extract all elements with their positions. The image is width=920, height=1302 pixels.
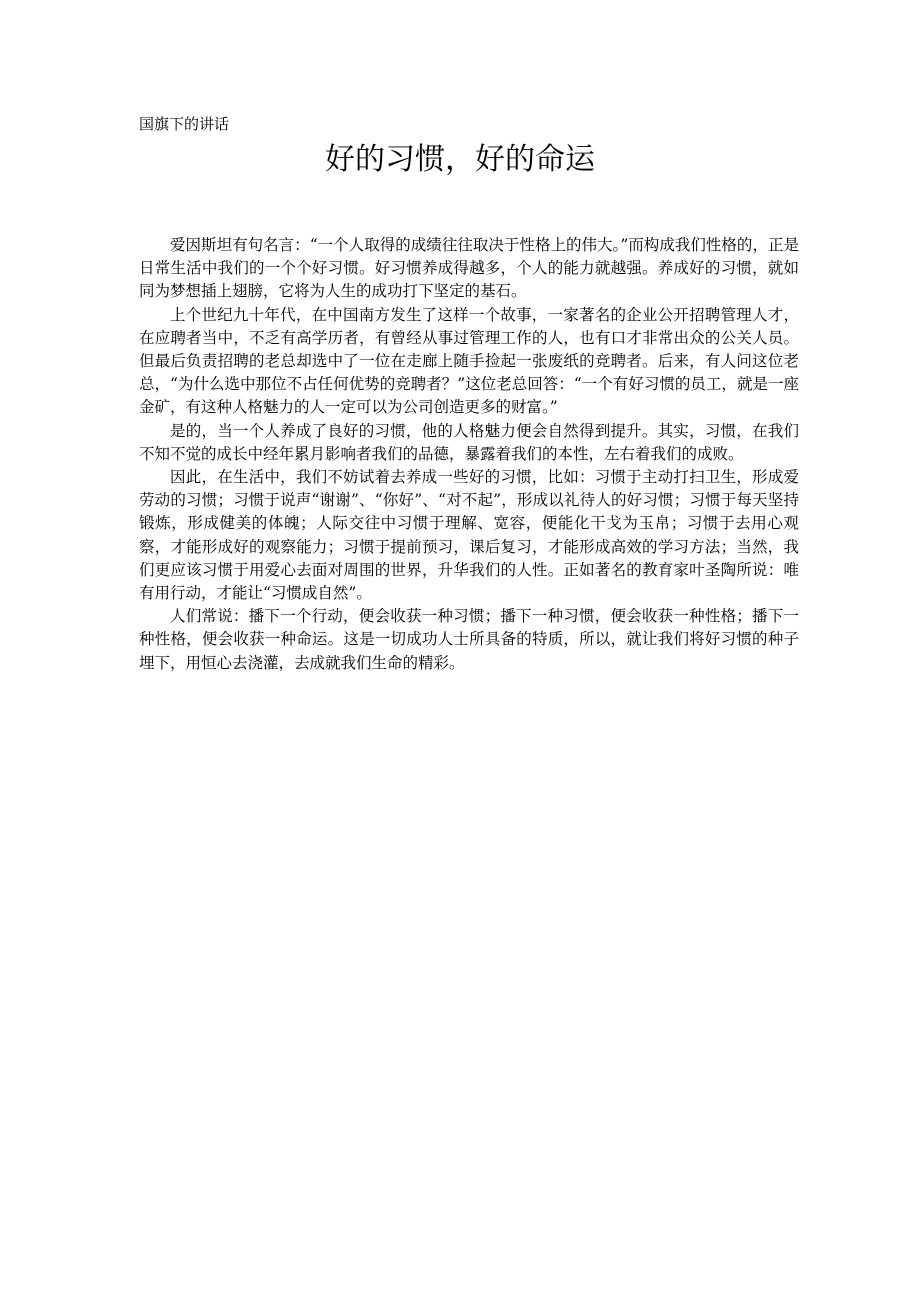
header-label: 国旗下的讲话: [139, 115, 230, 133]
paragraph-1: 爱因斯坦有句名言：“一个人取得的成绩往往取决于性格上的伟大。”而构成我们性格的，正是日常生活中我们的一个个好习惯。好习惯养成得越多，个人的能力就越强。养成好的习惯，就如同为梦想插上翅膀，它将为人生的成功打下坚定的基石。: [139, 236, 799, 301]
paragraph-4: 因此，在生活中，我们不妨试着去养成一些好的习惯，比如：习惯于主动打扫卫生，形成爱劳动的习惯；习惯于说声“谢谢”、“你好”、“对不起”，形成以礼待人的好习惯；习惯于每天坚持锻炼，形成健美的体魄；人际交往中习惯于理解、宽容，便能化干戈为玉帛；习惯于去用心观察，才能形成好的观察能力；习惯于提前预习，课后复习，才能形成高效的学习方法；当然，我们更应该习惯于用爱心去面对周围的世界，升华我们的人性。正如著名的教育家叶圣陶所说：唯有用行动，才能让“习惯成自然”。: [139, 468, 799, 603]
document-body: [139, 234, 799, 675]
paragraph-2: 上个世纪九十年代，在中国南方发生了这样一个故事，一家著名的企业公开招聘管理人才，在应聘者当中，不乏有高学历者，有曾经从事过管理工作的人，也有口才非常出众的公关人员。但最后负责招聘的老总却选中了一位在走廊上随手捡起一张废纸的竞聘者。后来，有人问这位老总，“为什么选中那位不占任何优势的竞聘者？”这位老总回答：“一个有好习惯的员工，就是一座金矿，有这种人格魅力的人一定可以为公司创造更多的财富。”: [139, 305, 799, 417]
paragraph-3: 是的，当一个人养成了良好的习惯，他的人格魅力便会自然得到提升。其实，习惯，在我们不知不觉的成长中经年累月影响者我们的品德，暴露着我们的本性，左右着我们的成败。: [139, 421, 799, 463]
paragraph-5: 人们常说：播下一个行动，便会收获一种习惯；播下一种习惯，便会收获一种性格；播下一种性格，便会收获一种命运。这是一切成功人士所具备的特质，所以，就让我们将好习惯的种子埋下，用恒心去浇灌，去成就我们生命的精彩。: [139, 607, 799, 672]
document-title: 好的习惯，好的命运: [325, 142, 595, 177]
